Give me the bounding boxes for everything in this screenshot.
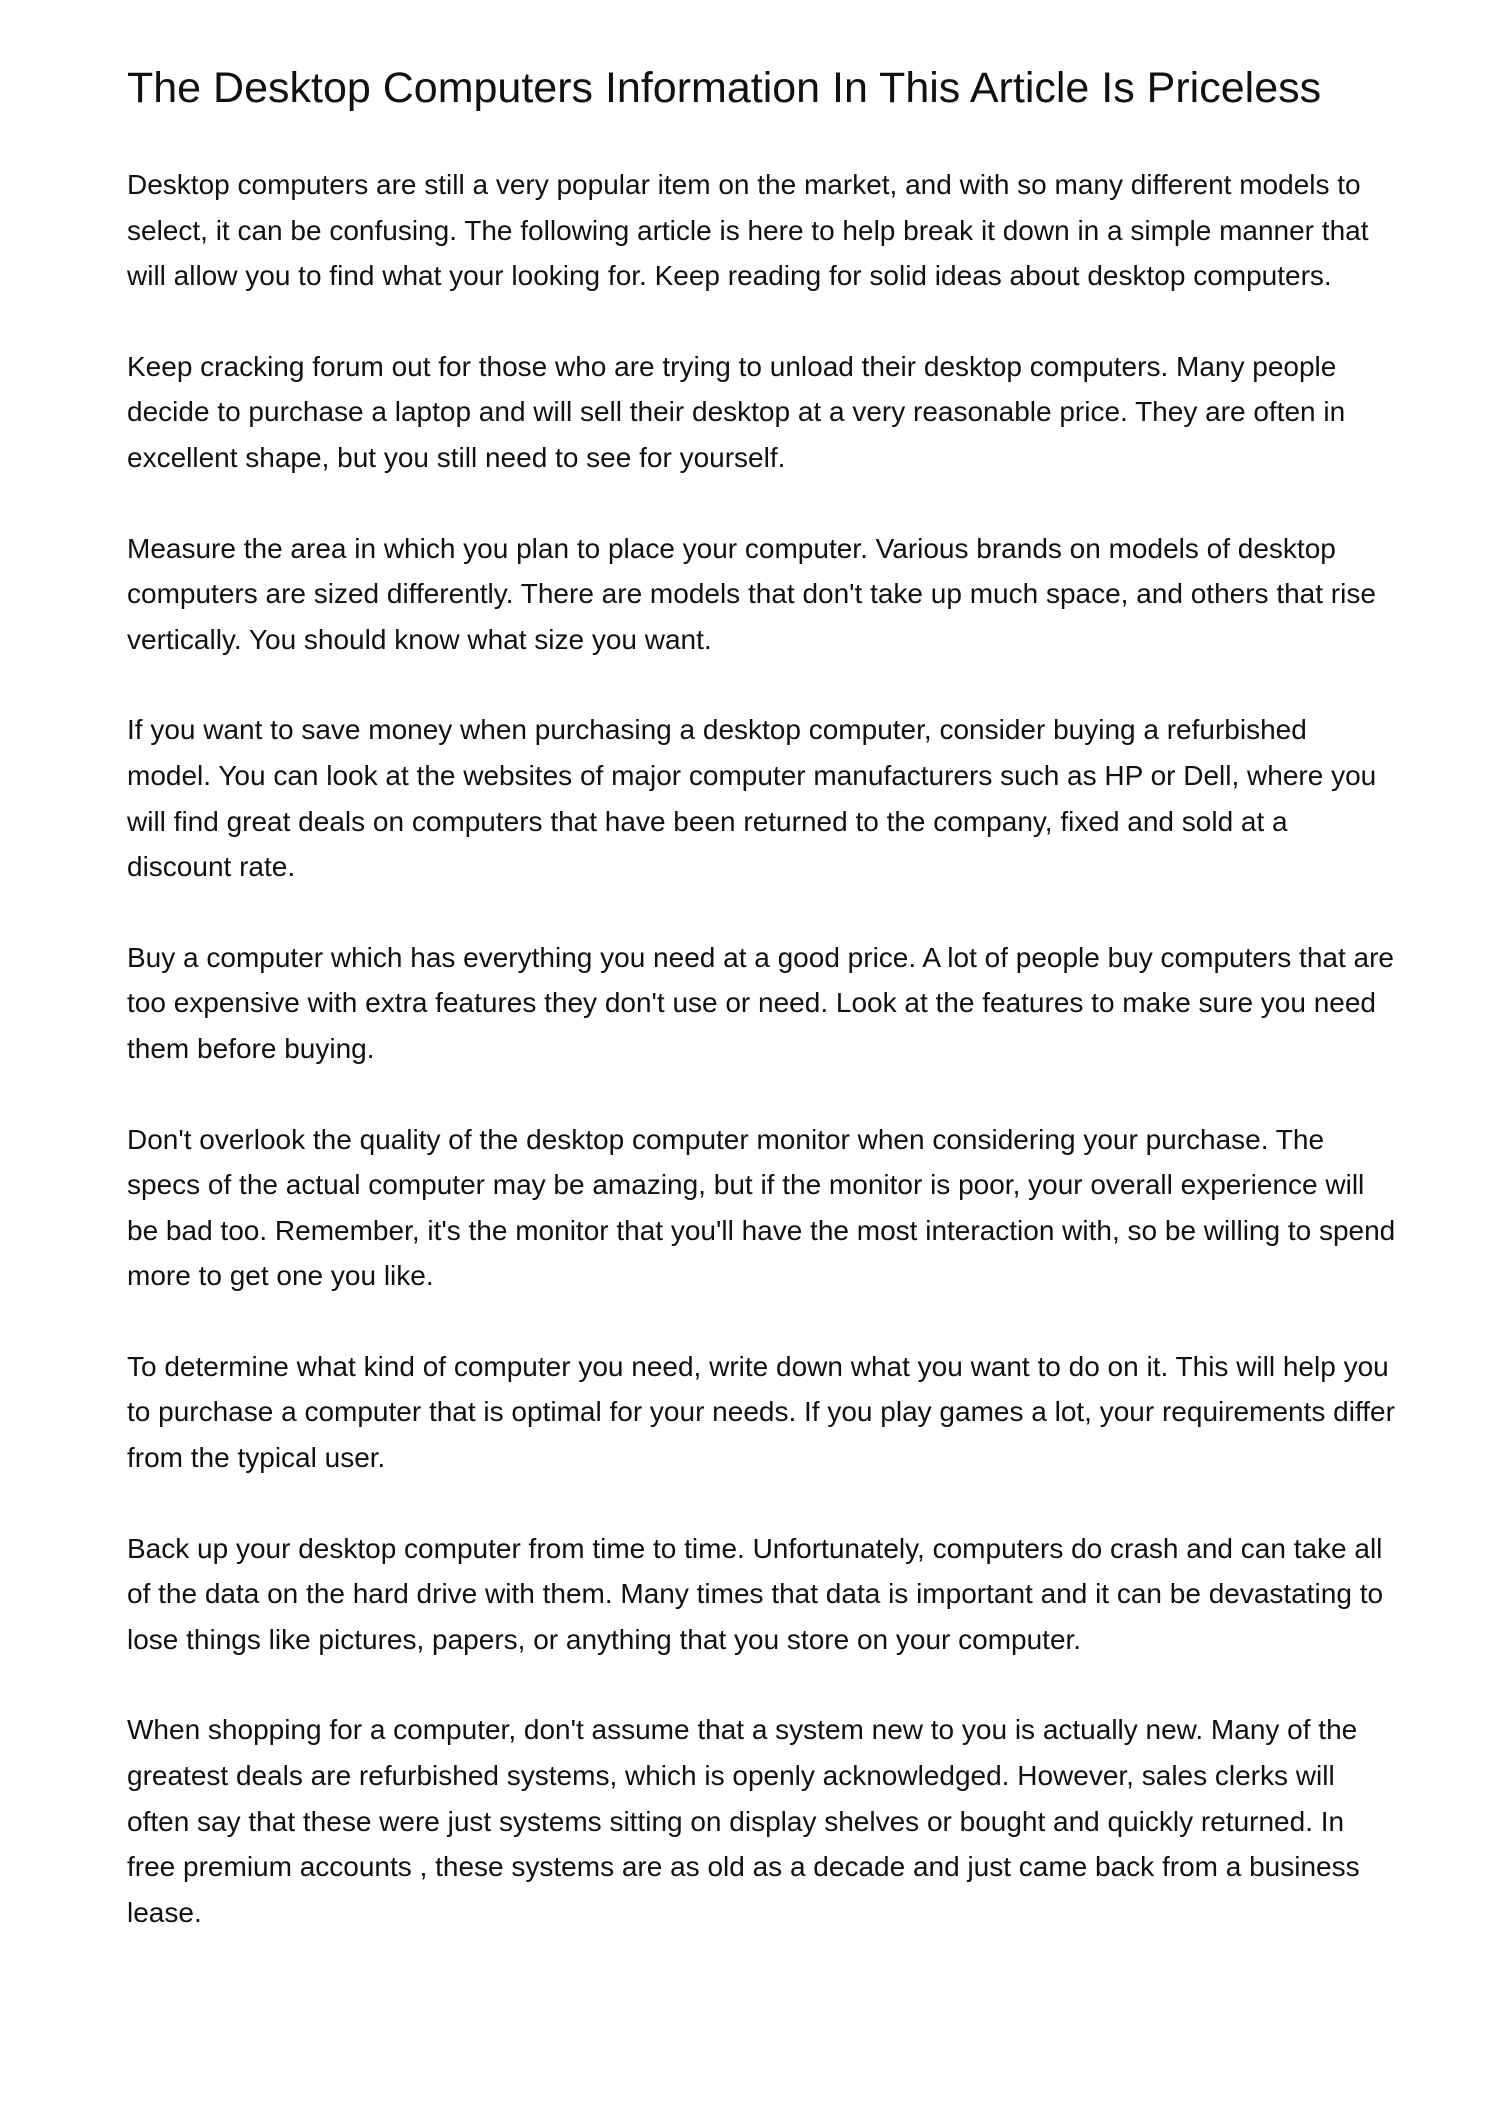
paragraph-4: If you want to save money when purchasing a desktop computer, consider buying a refurbished model. You can look at the websites of major computer manufacturers such as HP or Dell, where you will find great deals on computers that have been returned to the company, fixed and sold at a discount rate. [127,714,1377,883]
paragraph-7: To determine what kind of computer you need, write down what you want to do on it. This will help you to purchase a computer that is optimal for your needs. If you play games a lot, your requirements differ from the typical user. [127,1350,1395,1474]
paragraph-9: When shopping for a computer, don't assume that a system new to you is actually new. Many of the greatest deals are refurbished systems, which is openly acknowledged. However, sales clerks will often say that these were just systems sitting on display shelves or bought and quickly returned. In free premium accounts , these systems are as old as a decade and just came back from a business lease. [127,1714,1360,1928]
paragraph-2: Keep cracking forum out for those who are trying to unload their desktop computers. Many people decide to purchase a laptop and will sell their desktop at a very reasonable price. They are often in excellent shape, but you still need to see for yourself. [127,350,1346,473]
document-page [127,66,1397,1980]
paragraph-1: Desktop computers are still a very popular item on the market, and with so many different models to select, it can be confusing. The following article is here to help break it down in a simple manner that will allow you to find what your looking for. Keep reading for solid ideas about desktop computers. [127,169,1369,292]
paragraph-6: Don't overlook the quality of the desktop computer monitor when considering your purchase. The specs of the actual computer may be amazing, but if the monitor is poor, your overall experience will be bad too. Remember, it's the monitor that you'll have the most interaction with, so be willing to spend more to get one you like. [127,1123,1396,1292]
paragraph-8: Back up your desktop computer from time to time. Unfortunately, computers do crash and can take all of the data on the hard drive with them. Many times that data is important and it can be devastating to lose things like pictures, papers, or anything that you store on your computer. [127,1532,1384,1655]
article-body [127,162,1397,1935]
paragraph-5: Buy a computer which has everything you need at a good price. A lot of people buy computers that are too expensive with extra features they don't use or need. Look at the features to make sure you need them before buying. [127,941,1394,1064]
document-title: The Desktop Computers Information In This Article Is Priceless [127,64,1322,112]
paragraph-3: Measure the area in which you plan to place your computer. Various brands on models of desktop computers are sized differently. There are models that don't take up much space, and others that rise vertically. You should know what size you want. [127,532,1376,655]
